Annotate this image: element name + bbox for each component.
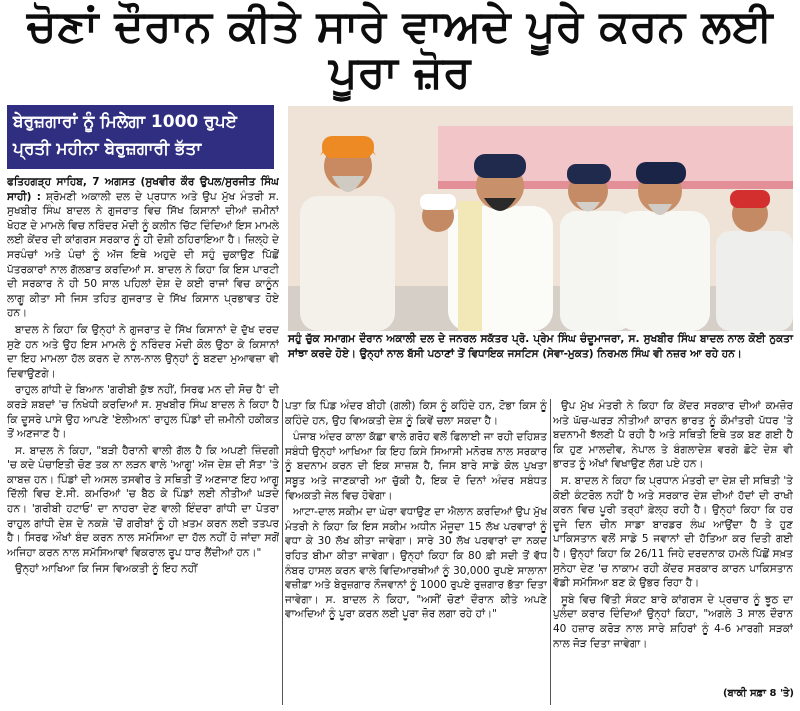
subheadline-box (7, 105, 274, 169)
paragraph: ਸ਼੍ਰੋਮਣੀ ਅਕਾਲੀ ਦਲ ਦੇ ਪ੍ਰਧਾਨ ਅਤੇ ਉਪ ਮੁੱਖ ਮੰਤਰੀ ਸ. ਸੁਖਬੀਰ ਸਿੰਘ ਬਾਦਲ ਨੇ ਗੁਜਰਾਤ ਵਿਚ ਸਿੱਖ ਕਿਸਾਨਾਂ ਦੀਆਂ ਜ਼ਮੀਨਾਂ ਖੋਹਣ ਦੇ ਮਾਮਲੇ ਵਿਚ ਨਰਿੰਦਰ ਮੋਦੀ ਨੂੰ ਕਲੀਨ ਚਿੱਟ ਦਿੰਦਿਆਂ ਇਸ ਮਾਮਲੇ ਲਈ ਕੇਂਦਰ ਦੀ ਕਾਂਗਰਸ ਸਰਕਾਰ ਨੂੰ ਹੀ ਦੋਸ਼ੀ ਠਹਿਰਾਇਆ ਹੈ। ਜ਼ਿਲ੍ਹੇ ਦੇ ਸਰਪੰਚਾਂ ਅਤੇ ਪੰਚਾਂ ਨੂੰ ਅੱਜ ਇਥੇ ਅਹੁਦੇ ਦੀ ਸਹੁੰ ਚੁਕਾਉਣ ਪਿੱਛੋਂ ਪੱਤਰਕਾਰਾਂ ਨਾਲ ਗੱਲਬਾਤ ਕਰਦਿਆਂ ਸ. ਬਾਦਲ ਨੇ ਕਿਹਾ ਕਿ ਇਸ ਪਾਰਟੀ ਦੀ ਸਰਕਾਰ ਨੇ ਹੀ 50 ਸਾਲ ਪਹਿਲਾਂ ਦੇਸ਼ ਦੇ ਕਈ ਰਾਜਾਂ ਵਿਚ ਕਾਨੂੰਨ ਲਾਗੂ ਕੀਤਾ ਸੀ ਜਿਸ ਤਹਿਤ ਗੁਜਰਾਤ ਦੇ ਸਿੱਖ ਕਿਸਾਨ ਪ੍ਰਭਾਵਤ ਹੋਏ ਹਨ। (7, 190, 279, 320)
dateline: ਫਤਿਹਗੜ੍ਹ ਸਾਹਿਬ, 7 ਅਗਸਤ (ਸੁਖਵੀਰ ਕੌਰ ਉਪਲ/ਸੁਰਜੀਤ ਸਿੰਘ ਸਾਹੀ) : (7, 176, 279, 203)
paragraph: ਸ. ਬਾਦਲ ਨੇ ਕਿਹਾ, "ਬੜੀ ਹੈਰਾਨੀ ਵਾਲੀ ਗੱਲ ਹੈ ਕਿ ਅਪਣੀ ਜ਼ਿੰਦਗੀ 'ਚ ਕਦੇ ਪੰਚਾਇਤੀ ਚੋਣ ਤਕ ਨਾ ਲੜਨ ਵਾਲੇ 'ਆਗੂ' ਅੱਜ ਦੇਸ਼ ਦੀ ਸੱਤਾ 'ਤੇ ਕਾਬਜ਼ ਹਨ। ਪਿੰਡਾਂ ਦੀ ਅਸਲ ਤਸਵੀਰ ਤੇ ਸਥਿਤੀ ਤੋਂ ਅਣਜਾਣ ਇਹ ਆਗੂ ਦਿੱਲੀ ਵਿਚ ਏ.ਸੀ. ਕਮਰਿਆਂ 'ਚ ਬੈਠ ਕੇ ਪਿੰਡਾਂ ਲਈ ਨੀਤੀਆਂ ਘੜਦੇ ਹਨ। 'ਗਰੀਬੀ ਹਟਾਓ' ਦਾ ਨਾਹਰਾ ਦੇਣ ਵਾਲੀ ਇੰਦਰਾ ਗਾਂਧੀ ਦਾ ਪੋਤਰਾ ਰਾਹੁਲ ਗਾਂਧੀ ਦੇਸ਼ ਦੇ ਨਕਸ਼ੇ 'ਚੋਂ ਗਰੀਬਾਂ ਨੂੰ ਹੀ ਖ਼ਤਮ ਕਰਨ ਲਈ ਤਤਪਰ ਹੈ। ਸਿਰਫ ਔਖਾਂ ਬੰਦ ਕਰਨ ਨਾਲ ਸਮੱਸਿਆ ਦਾ ਹੱਲ ਨਹੀਂ ਹੋ ਜਾਂਦਾ ਸਗੋਂ ਅਜਿਹਾ ਕਰਨ ਨਾਲ ਸਮੱਸਿਆਵਾਂ ਵਿਕਰਾਲ ਰੂਪ ਧਾਰ ਲੈਂਦੀਆਂ ਹਨ।" (7, 444, 279, 559)
paragraph: ਪਤਾ ਕਿ ਪਿੰਡ ਅੰਦਰ ਬੀਹੀ (ਗਲੀ) ਕਿਸ ਨੂੰ ਕਹਿੰਦੇ ਹਨ, ਟੋਭਾ ਕਿਸ ਨੂੰ ਕਹਿੰਦੇ ਹਨ, ਉਹ ਵਿਅਕਤੀ ਦੇਸ਼ ਨੂੰ ਕਿਵੇਂ ਚਲਾ ਸਕਦਾ ਹੈ। (285, 400, 547, 427)
paragraph: ਪੰਜਾਬ ਅੰਦਰ ਕਾਲਾ ਕੱਛਾ ਵਾਲੇ ਗਰੋਹ ਵਲੋਂ ਫਿਲਾਈ ਜਾ ਰਹੀ ਦਹਿਸ਼ਤ ਸਬੰਧੀ ਉਨ੍ਹਾਂ ਆਖਿਆ ਕਿ ਇਹ ਕਿਸੇ ਸਿਆਸੀ ਮਨੋਰਥ ਨਾਲ ਸਰਕਾਰ ਨੂੰ ਬਦਨਾਮ ਕਰਨ ਦੀ ਇਕ ਸਾਜ਼ਸ਼ ਹੈ, ਜਿਸ ਬਾਰੇ ਸਾਡੇ ਕੋਲ ਪੁਖਤਾ ਸਬੂਤ ਅਤੇ ਜਾਣਕਾਰੀ ਆ ਚੁੱਕੀ ਹੈ, ਇਕ ਦੋ ਦਿਨਾਂ ਅੰਦਰ ਸਬੰਧਤ ਵਿਅਕਤੀ ਜੇਲ ਵਿਚ ਹੋਵੇਗਾ। (285, 431, 547, 502)
paragraph: ਆਟਾ-ਦਾਲ ਸਕੀਮ ਦਾ ਘੇਰਾ ਵਧਾਉਣ ਦਾ ਐਲਾਨ ਕਰਦਿਆਂ ਉਪ ਮੁੱਖ ਮੰਤਰੀ ਨੇ ਕਿਹਾ ਕਿ ਇਸ ਸਕੀਮ ਅਧੀਨ ਮੌਜੂਦਾ 15 ਲੱਖ ਪਰਵਾਰਾਂ ਨੂੰ ਵਧਾ ਕੇ 30 ਲੱਖ ਕੀਤਾ ਜਾਵੇਗਾ। ਸਾਰੇ 30 ਲੱਖ ਪਰਵਾਰਾਂ ਦਾ ਨਕਦ ਰਹਿਤ ਬੀਮਾ ਕੀਤਾ ਜਾਵੇਗਾ। ਉਨ੍ਹਾਂ ਕਿਹਾ ਕਿ 80 ਫ਼ੀ ਸਦੀ ਤੋਂ ਵੱਧ ਨੰਬਰ ਹਾਸਲ ਕਰਨ ਵਾਲੇ ਵਿਦਿਆਰਥੀਆਂ ਨੂੰ 30,000 ਰੁਪਏ ਸਾਲਾਨਾ ਵਜ਼ੀਫ਼ਾ ਅਤੇ ਬੇਰੁਜ਼ਗਾਰ ਨੌਜਵਾਨਾਂ ਨੂੰ 1000 ਰੁਪਏ ਰੁਜ਼ਗਾਰ ਭੱਤਾ ਦਿਤਾ ਜਾਵੇਗਾ। ਸ. ਬਾਦਲ ਨੇ ਕਿਹਾ, "ਅਸੀਂ ਚੋਣਾਂ ਦੌਰਾਨ ਕੀਤੇ ਅਪਣੇ ਵਾਅਦਿਆਂ ਨੂੰ ਪੂਰਾ ਕਰਨ ਲਈ ਪੂਰਾ ਜ਼ੋਰ ਲਗਾ ਰਹੇ ਹਾਂ।" (285, 506, 547, 621)
subheadline-line-2: ਪ੍ਰਤੀ ਮਹੀਨਾ ਬੇਰੁਜ਼ਗਾਰੀ ਭੱਤਾ (13, 139, 202, 159)
news-photo (288, 106, 793, 331)
continued-note: (ਬਾਕੀ ਸਫ਼ਾ 8 'ਤੇ) (722, 688, 794, 699)
photo-illustration (288, 106, 793, 331)
paragraph: ਬਾਦਲ ਨੇ ਕਿਹਾ ਕਿ ਉਨ੍ਹਾਂ ਨੇ ਗੁਜਰਾਤ ਦੇ ਸਿੱਖ ਕਿਸਾਨਾਂ ਦੇ ਦੁੱਖ ਦਰਦ ਸੁਣੇ ਹਨ ਅਤੇ ਉਹ ਇਸ ਮਾਮਲੇ ਨੂੰ ਨਰਿੰਦਰ ਮੋਦੀ ਕੋਲ ਉਠਾ ਕੇ ਕਿਸਾਨਾਂ ਦਾ ਇਹ ਮਾਮਲਾ ਹੱਲ ਕਰਨ ਦੇ ਨਾਲ-ਨਾਲ ਉਨ੍ਹਾਂ ਨੂੰ ਬਣਦਾ ਮੁਆਵਜ਼ਾ ਵੀ ਦਿਵਾਉਣਗੇ। (7, 323, 279, 380)
column-divider (550, 399, 551, 705)
article-column-3 (553, 399, 793, 705)
photo-caption: ਸਹੁੰ ਚੁੱਕ ਸਮਾਗਮ ਦੌਰਾਨ ਅਕਾਲੀ ਦਲ ਦੇ ਜਨਰਲ ਸਕੱਤਰ ਪ੍ਰੋ. ਪ੍ਰੇਮ ਸਿੰਘ ਚੰਦੂਮਾਜਰਾ, ਸ. ਸੁਖਬੀਰ ਸਿੰਘ ਬਾਦਲ ਨਾਲ ਕੋਈ ਨੁਕਤਾ ਸਾਂਝਾ ਕਰਦੇ ਹੋਏ। ਉਨ੍ਹਾਂ ਨਾਲ ਬੱਸੀ ਪਠਾਣਾਂ ਤੋਂ ਵਿਧਾਇਕ ਜਸਟਿਸ (ਸੇਵਾ-ਮੁਕਤ) ਨਿਰਮਲ ਸਿੰਘ ਵੀ ਨਜ਼ਰ ਆ ਰਹੇ ਹਨ। (288, 333, 793, 360)
paragraph: ਰਾਹੁਲ ਗਾਂਧੀ ਦੇ ਬਿਆਨ 'ਗਰੀਬੀ ਕੁੱਝ ਨਹੀਂ, ਸਿਰਫ ਮਨ ਦੀ ਸੋਚ ਹੈ' ਦੀ ਕਰੜੇ ਸ਼ਬਦਾਂ 'ਚ ਨਿਖੇਧੀ ਕਰਦਿਆਂ ਸ. ਸੁਖਬੀਰ ਸਿੰਘ ਬਾਦਲ ਨੇ ਕਿਹਾ ਹੈ ਕਿ ਦੂਸਰੇ ਪਾਸੇ ਉਹ ਆਪਣੇ 'ਏਲੀਅਨ' ਰਾਹੁਲ ਪਿੰਡਾਂ ਦੀ ਜ਼ਮੀਨੀ ਹਕੀਕਤ ਤੋਂ ਅਣਜਾਣ ਹੈ। (7, 384, 279, 441)
headline: ਚੋਣਾਂ ਦੌਰਾਨ ਕੀਤੇ ਸਾਰੇ ਵਾਅਦੇ ਪੂਰੇ ਕਰਨ ਲਈ ਪੂਰਾ ਜ਼ੋਰ (26, 0, 774, 98)
column-divider (282, 399, 283, 705)
article-column-2 (285, 399, 547, 705)
paragraph: ਉਨ੍ਹਾਂ ਆਖਿਆ ਕਿ ਜਿਸ ਵਿਅਕਤੀ ਨੂੰ ਇਹ ਨਹੀਂ (15, 563, 198, 576)
subheadline-line-1: ਬੇਰੁਜ਼ਗਾਰਾਂ ਨੂੰ ਮਿਲੇਗਾ 1000 ਰੁਪਏ (13, 112, 237, 132)
paragraph: ਉਪ ਮੁੱਖ ਮੰਤਰੀ ਨੇ ਕਿਹਾ ਕਿ ਕੇਂਦਰ ਸਰਕਾਰ ਦੀਆਂ ਕਮਜ਼ੋਰ ਅਤੇ ਘੱਚ-ਘਰੜ ਨੀਤੀਆਂ ਕਾਰਨ ਭਾਰਤ ਨੂੰ ਕੌਮਾਂਤਰੀ ਪੱਧਰ 'ਤੇ ਬਦਨਾਮੀ ਝੱਲਣੀ ਪੈ ਰਹੀ ਹੈ ਅਤੇ ਸਥਿਤੀ ਇਥੇ ਤਕ ਬਣ ਗਈ ਹੈ ਕਿ ਹੁਣ ਮਾਲਦੀਵ, ਨੇਪਾਲ ਤੇ ਬੰਗਲਾਦੇਸ਼ ਵਰਗੇ ਛੋਟੇ ਦੇਸ਼ ਵੀ ਭਾਰਤ ਨੂੰ ਅੱਖਾਂ ਵਿਖਾਉਣ ਲੱਗ ਪਏ ਹਨ। (553, 400, 793, 471)
paragraph: ਸ. ਬਾਦਲ ਨੇ ਕਿਹਾ ਕਿ ਪ੍ਰਧਾਨ ਮੰਤਰੀ ਦਾ ਦੇਸ਼ ਦੀ ਸਥਿਤੀ 'ਤੇ ਕੋਈ ਕੰਟਰੋਲ ਨਹੀਂ ਹੈ ਅਤੇ ਸਰਕਾਰ ਦੇਸ਼ ਦੀਆਂ ਹੱਦਾਂ ਦੀ ਰਾਖੀ ਕਰਨ ਵਿਚ ਪੂਰੀ ਤਰ੍ਹਾਂ ਫ਼ੇਲ੍ਹ ਰਹੀ ਹੈ। ਉਨ੍ਹਾਂ ਕਿਹਾ ਕਿ ਹਰ ਦੂਜੇ ਦਿਨ ਚੀਨ ਸਾਡਾ ਬਾਰਡਰ ਲੰਘ ਆਉਂਦਾ ਹੈ ਤੇ ਹੁਣ ਪਾਕਿਸਤਾਨ ਵਲੋਂ ਸਾਡੇ 5 ਜਵਾਨਾਂ ਦੀ ਹੱਤਿਆ ਕਰ ਦਿਤੀ ਗਈ ਹੈ। ਉਨ੍ਹਾਂ ਕਿਹਾ ਕਿ 26/11 ਜਿਹੇ ਦਰਦਨਾਕ ਹਮਲੇ ਪਿੱਛੋਂ ਸਖ਼ਤ ਸੁਨੇਹਾ ਦੇਣ 'ਚ ਨਾਕਾਮ ਰਹੀ ਕੇਂਦਰ ਸਰਕਾਰ ਕਾਰਨ ਪਾਕਿਸਤਾਨ ਵੱਡੀ ਸਮੱਸਿਆ ਬਣ ਕੇ ਉਭਰ ਰਿਹਾ ਹੈ। (553, 474, 793, 590)
article-column-1 (7, 175, 279, 705)
paragraph: ਸੂਬੇ ਵਿਚ ਵਿੱਤੀ ਸੰਕਟ ਬਾਰੇ ਕਾਂਗਰਸ ਦੇ ਪ੍ਰਚਾਰ ਨੂੰ ਝੂਠ ਦਾ ਪੁਲੰਦਾ ਕਰਾਰ ਦਿੰਦਿਆਂ ਉਨ੍ਹਾਂ ਕਿਹਾ, "ਅਗਲੇ 3 ਸਾਲ ਦੌਰਾਨ 40 ਹਜ਼ਾਰ ਕਰੋੜ ਨਾਲ ਸਾਰੇ ਸ਼ਹਿਰਾਂ ਨੂੰ 4-6 ਮਾਰਗੀ ਸੜਕਾਂ ਨਾਲ ਜੋੜ ਦਿਤਾ ਜਾਵੇਗਾ। (553, 593, 793, 650)
